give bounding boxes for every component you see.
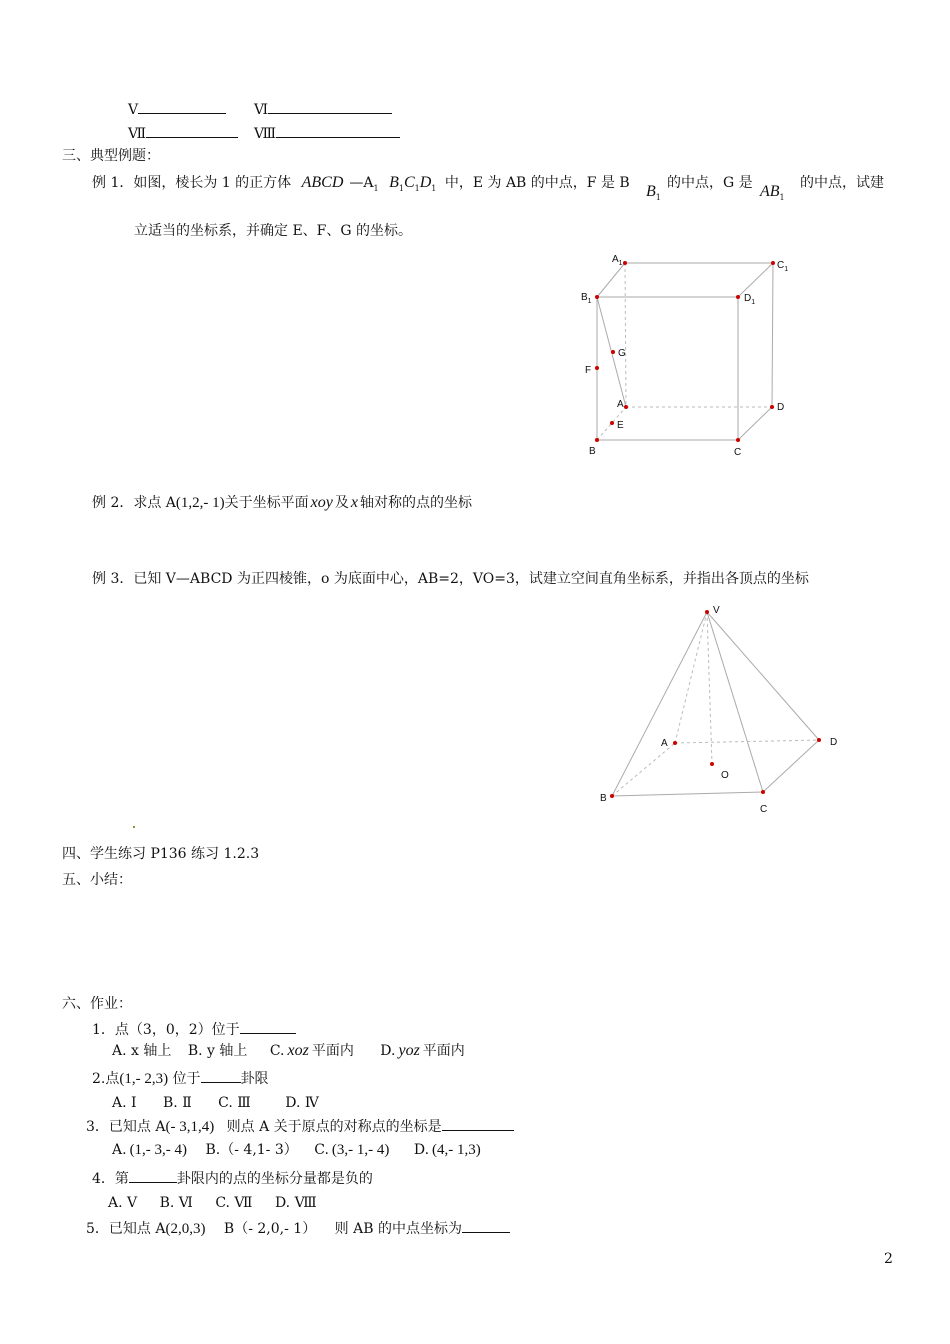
q2-stem-post: 位于 bbox=[172, 1071, 201, 1087]
octant-v-blank bbox=[138, 99, 226, 114]
q3-stem-pre: 3．已知点 A bbox=[86, 1119, 166, 1135]
ex2-plane: xoy bbox=[310, 494, 333, 511]
q3-option-d-pre: D. bbox=[413, 1142, 430, 1158]
octant-vii-item bbox=[128, 123, 238, 143]
label-c1: $C_1$ bbox=[777, 260, 789, 273]
q3-point: (- 3,1,4) bbox=[165, 1119, 215, 1135]
ex1-a-sub: 1 bbox=[373, 184, 379, 193]
edge-v-d bbox=[707, 612, 819, 740]
q3-option-b: B.（- 4,1- 3） bbox=[205, 1142, 298, 1158]
octant-vi-label: Ⅵ bbox=[254, 102, 269, 118]
example2 bbox=[92, 494, 472, 512]
octant-viii-blank bbox=[276, 123, 400, 138]
q4-option-b: B. Ⅵ bbox=[159, 1195, 193, 1211]
q2-option-b: B. Ⅱ bbox=[163, 1095, 192, 1111]
point-b bbox=[610, 794, 614, 798]
edge-c1-d bbox=[772, 263, 773, 407]
q5-stem bbox=[86, 1218, 510, 1238]
q4-stem-pre: 4．第 bbox=[92, 1171, 129, 1187]
front-face bbox=[597, 297, 738, 440]
point-v bbox=[705, 610, 709, 614]
q5-point-b: B（- 2,0,- 1） bbox=[223, 1221, 317, 1237]
point-d1 bbox=[736, 295, 740, 299]
stray-dot bbox=[133, 826, 135, 828]
label-b: B bbox=[589, 446, 596, 457]
point-g bbox=[611, 350, 615, 354]
edge-b1-a1 bbox=[597, 263, 625, 297]
label-v: V bbox=[713, 605, 720, 616]
q3-option-c: (3,- 1,- 4) bbox=[331, 1142, 390, 1158]
ex2-mid: 关于坐标平面 bbox=[224, 495, 309, 511]
cube-figure bbox=[570, 250, 800, 460]
q1-option-c-pre: C. bbox=[269, 1043, 285, 1059]
octant-viii-label: Ⅷ bbox=[254, 126, 277, 142]
q5-blank bbox=[462, 1218, 510, 1233]
label-a: A bbox=[661, 738, 668, 749]
label-o: O bbox=[721, 770, 729, 781]
edge-d1-c1 bbox=[738, 263, 773, 297]
section3-heading: 三、典型例题： bbox=[62, 148, 160, 164]
ex1-b1b: B bbox=[646, 183, 656, 200]
q3-options bbox=[112, 1141, 481, 1159]
edge-v-a bbox=[675, 612, 707, 743]
label-g: G bbox=[618, 348, 626, 359]
q1-stem-text: 1．点（3，0，2）位于 bbox=[92, 1022, 240, 1038]
ex1-abcd: ABCD bbox=[301, 174, 344, 191]
label-b: B bbox=[600, 793, 607, 804]
q2-stem bbox=[92, 1068, 269, 1088]
ex2-axis: x bbox=[350, 494, 358, 511]
q1-option-d-pre: D. bbox=[380, 1043, 396, 1059]
q2-stem-pre: 2.点 bbox=[92, 1071, 120, 1087]
q4-option-c: C. Ⅶ bbox=[215, 1195, 253, 1211]
label-a1: $A_1$ bbox=[612, 254, 623, 267]
page-number: 2 bbox=[884, 1251, 893, 1267]
ex1-b1b-group bbox=[646, 183, 661, 207]
edge-v-b bbox=[612, 612, 707, 796]
point-a bbox=[624, 405, 628, 409]
q2-option-a: A. Ⅰ bbox=[112, 1095, 137, 1111]
octant-viii-item bbox=[254, 123, 400, 143]
point-c1 bbox=[771, 261, 775, 265]
point-b1 bbox=[595, 295, 599, 299]
edge-c-d bbox=[738, 407, 772, 440]
edge-c-d bbox=[763, 740, 819, 792]
section4: 四、学生练习 P136 练习 1.2.3 bbox=[62, 846, 260, 862]
q3-option-d: (4,- 1,3) bbox=[432, 1142, 481, 1158]
ex2-and: 及 bbox=[334, 495, 349, 511]
q2-options bbox=[112, 1094, 319, 1112]
section5: 五、小结： bbox=[62, 872, 132, 888]
ex1-ab1-sub: 1 bbox=[779, 193, 785, 202]
q5-stem-post: 则 AB 的中点坐标为 bbox=[334, 1221, 462, 1237]
q2-option-c: C. Ⅲ bbox=[218, 1095, 251, 1111]
edge-b-a bbox=[612, 743, 675, 796]
label-d: D bbox=[830, 737, 838, 748]
pyramid-figure bbox=[590, 600, 850, 820]
point-d bbox=[770, 405, 774, 409]
label-a: A bbox=[617, 399, 624, 410]
point-a bbox=[673, 741, 677, 745]
ex1-c1: C bbox=[403, 174, 415, 191]
ex2-prefix: 例 2．求点 A bbox=[92, 495, 176, 511]
label-c: C bbox=[734, 447, 742, 458]
ex1-d1-sub: 1 bbox=[431, 184, 437, 193]
ex1-prefix: 例 1．如图，棱长为 1 的正方体 bbox=[92, 175, 292, 191]
ex1-c1-sub: 1 bbox=[414, 184, 420, 193]
point-a1 bbox=[623, 261, 627, 265]
q2-end: 卦限 bbox=[240, 1071, 269, 1087]
octant-v-item bbox=[128, 99, 226, 119]
q4-stem-post: 卦限内的点的坐标分量都是负的 bbox=[176, 1171, 373, 1187]
ex1-suffix: 的中点，试建 bbox=[800, 175, 884, 191]
q3-option-c-pre: C. bbox=[314, 1142, 329, 1158]
label-c: C bbox=[760, 804, 768, 815]
q1-option-c-post: 平面内 bbox=[311, 1043, 354, 1059]
point-d bbox=[817, 738, 821, 742]
q5-stem-pre: 5．已知点 A bbox=[86, 1221, 166, 1237]
q5-point-a: (2,0,3) bbox=[165, 1221, 206, 1237]
label-d1: $D_1$ bbox=[744, 293, 756, 306]
q4-options bbox=[108, 1194, 317, 1212]
point-c bbox=[736, 438, 740, 442]
label-b1: $B_1$ bbox=[581, 292, 592, 305]
ex1-dash-a: —A bbox=[349, 175, 374, 191]
ex1-d1: D bbox=[419, 174, 432, 191]
octant-vi-blank bbox=[268, 99, 392, 114]
q1-option-c-plane: xoz bbox=[287, 1042, 309, 1059]
ex1-mid: 中，E 为 AB 的中点，F 是 B bbox=[444, 175, 630, 191]
ex1-ab1: AB bbox=[760, 183, 780, 200]
edge-a1-a bbox=[625, 263, 626, 407]
label-f: F bbox=[585, 365, 592, 376]
q3-stem-post: 则点 A 关于原点的对称点的坐标是 bbox=[226, 1119, 442, 1135]
ex2-suffix: 轴对称的点的坐标 bbox=[359, 495, 472, 511]
q1-option-d-plane: yoz bbox=[398, 1042, 420, 1059]
section6-heading: 六、作业： bbox=[62, 996, 132, 1012]
ex1-b1b-sub: 1 bbox=[655, 193, 661, 202]
q2-point: (1,- 2,3) bbox=[119, 1071, 169, 1087]
edge-b-c bbox=[612, 792, 763, 796]
q4-blank bbox=[129, 1168, 177, 1183]
q4-stem bbox=[92, 1168, 373, 1188]
edge-v-o bbox=[707, 612, 712, 764]
q3-option-a-pre: A. bbox=[112, 1142, 127, 1158]
q1-option-a: A. x 轴上 bbox=[112, 1043, 172, 1059]
octant-v-label: Ⅴ bbox=[128, 102, 139, 118]
edge-v-c bbox=[707, 612, 763, 792]
q4-option-a: A. Ⅴ bbox=[108, 1195, 138, 1211]
q3-stem bbox=[86, 1116, 514, 1136]
q3-blank bbox=[442, 1116, 514, 1131]
q1-option-b: B. y 轴上 bbox=[187, 1043, 248, 1059]
q4-option-d: D. Ⅷ bbox=[274, 1195, 317, 1211]
ex2-point: (1,2,- 1) bbox=[175, 495, 225, 511]
octant-vii-label: Ⅶ bbox=[128, 126, 147, 142]
example1-line1 bbox=[92, 174, 630, 198]
label-e: E bbox=[617, 420, 624, 431]
q2-blank bbox=[201, 1068, 241, 1083]
example1-line2: 立适当的坐标系，并确定 E、F、G 的坐标。 bbox=[134, 223, 413, 239]
q1-stem bbox=[92, 1019, 296, 1039]
ex1-b1-sub: 1 bbox=[398, 184, 404, 193]
label-d: D bbox=[777, 402, 785, 413]
q1-option-d-post: 平面内 bbox=[422, 1043, 465, 1059]
q3-option-a: (1,- 3,- 4) bbox=[129, 1142, 188, 1158]
point-e bbox=[610, 421, 614, 425]
q1-blank bbox=[240, 1019, 296, 1034]
ex1-mid2: 的中点，G 是 bbox=[667, 175, 753, 191]
point-o bbox=[710, 762, 714, 766]
ex1-b1: B bbox=[389, 174, 399, 191]
octant-vii-blank bbox=[146, 123, 238, 138]
q1-options bbox=[112, 1042, 465, 1060]
example3: 例 3．已知 V—ABCD 为正四棱锥，o 为底面中心，AB=2，VO=3，试建立空间直角坐标系，并指出各顶点的坐标 bbox=[92, 571, 809, 587]
point-f bbox=[595, 366, 599, 370]
point-c bbox=[761, 790, 765, 794]
octant-vi-item bbox=[254, 99, 392, 119]
q2-option-d: D. Ⅳ bbox=[285, 1095, 319, 1111]
point-b bbox=[595, 438, 599, 442]
ex1-ab1-group bbox=[760, 183, 785, 207]
